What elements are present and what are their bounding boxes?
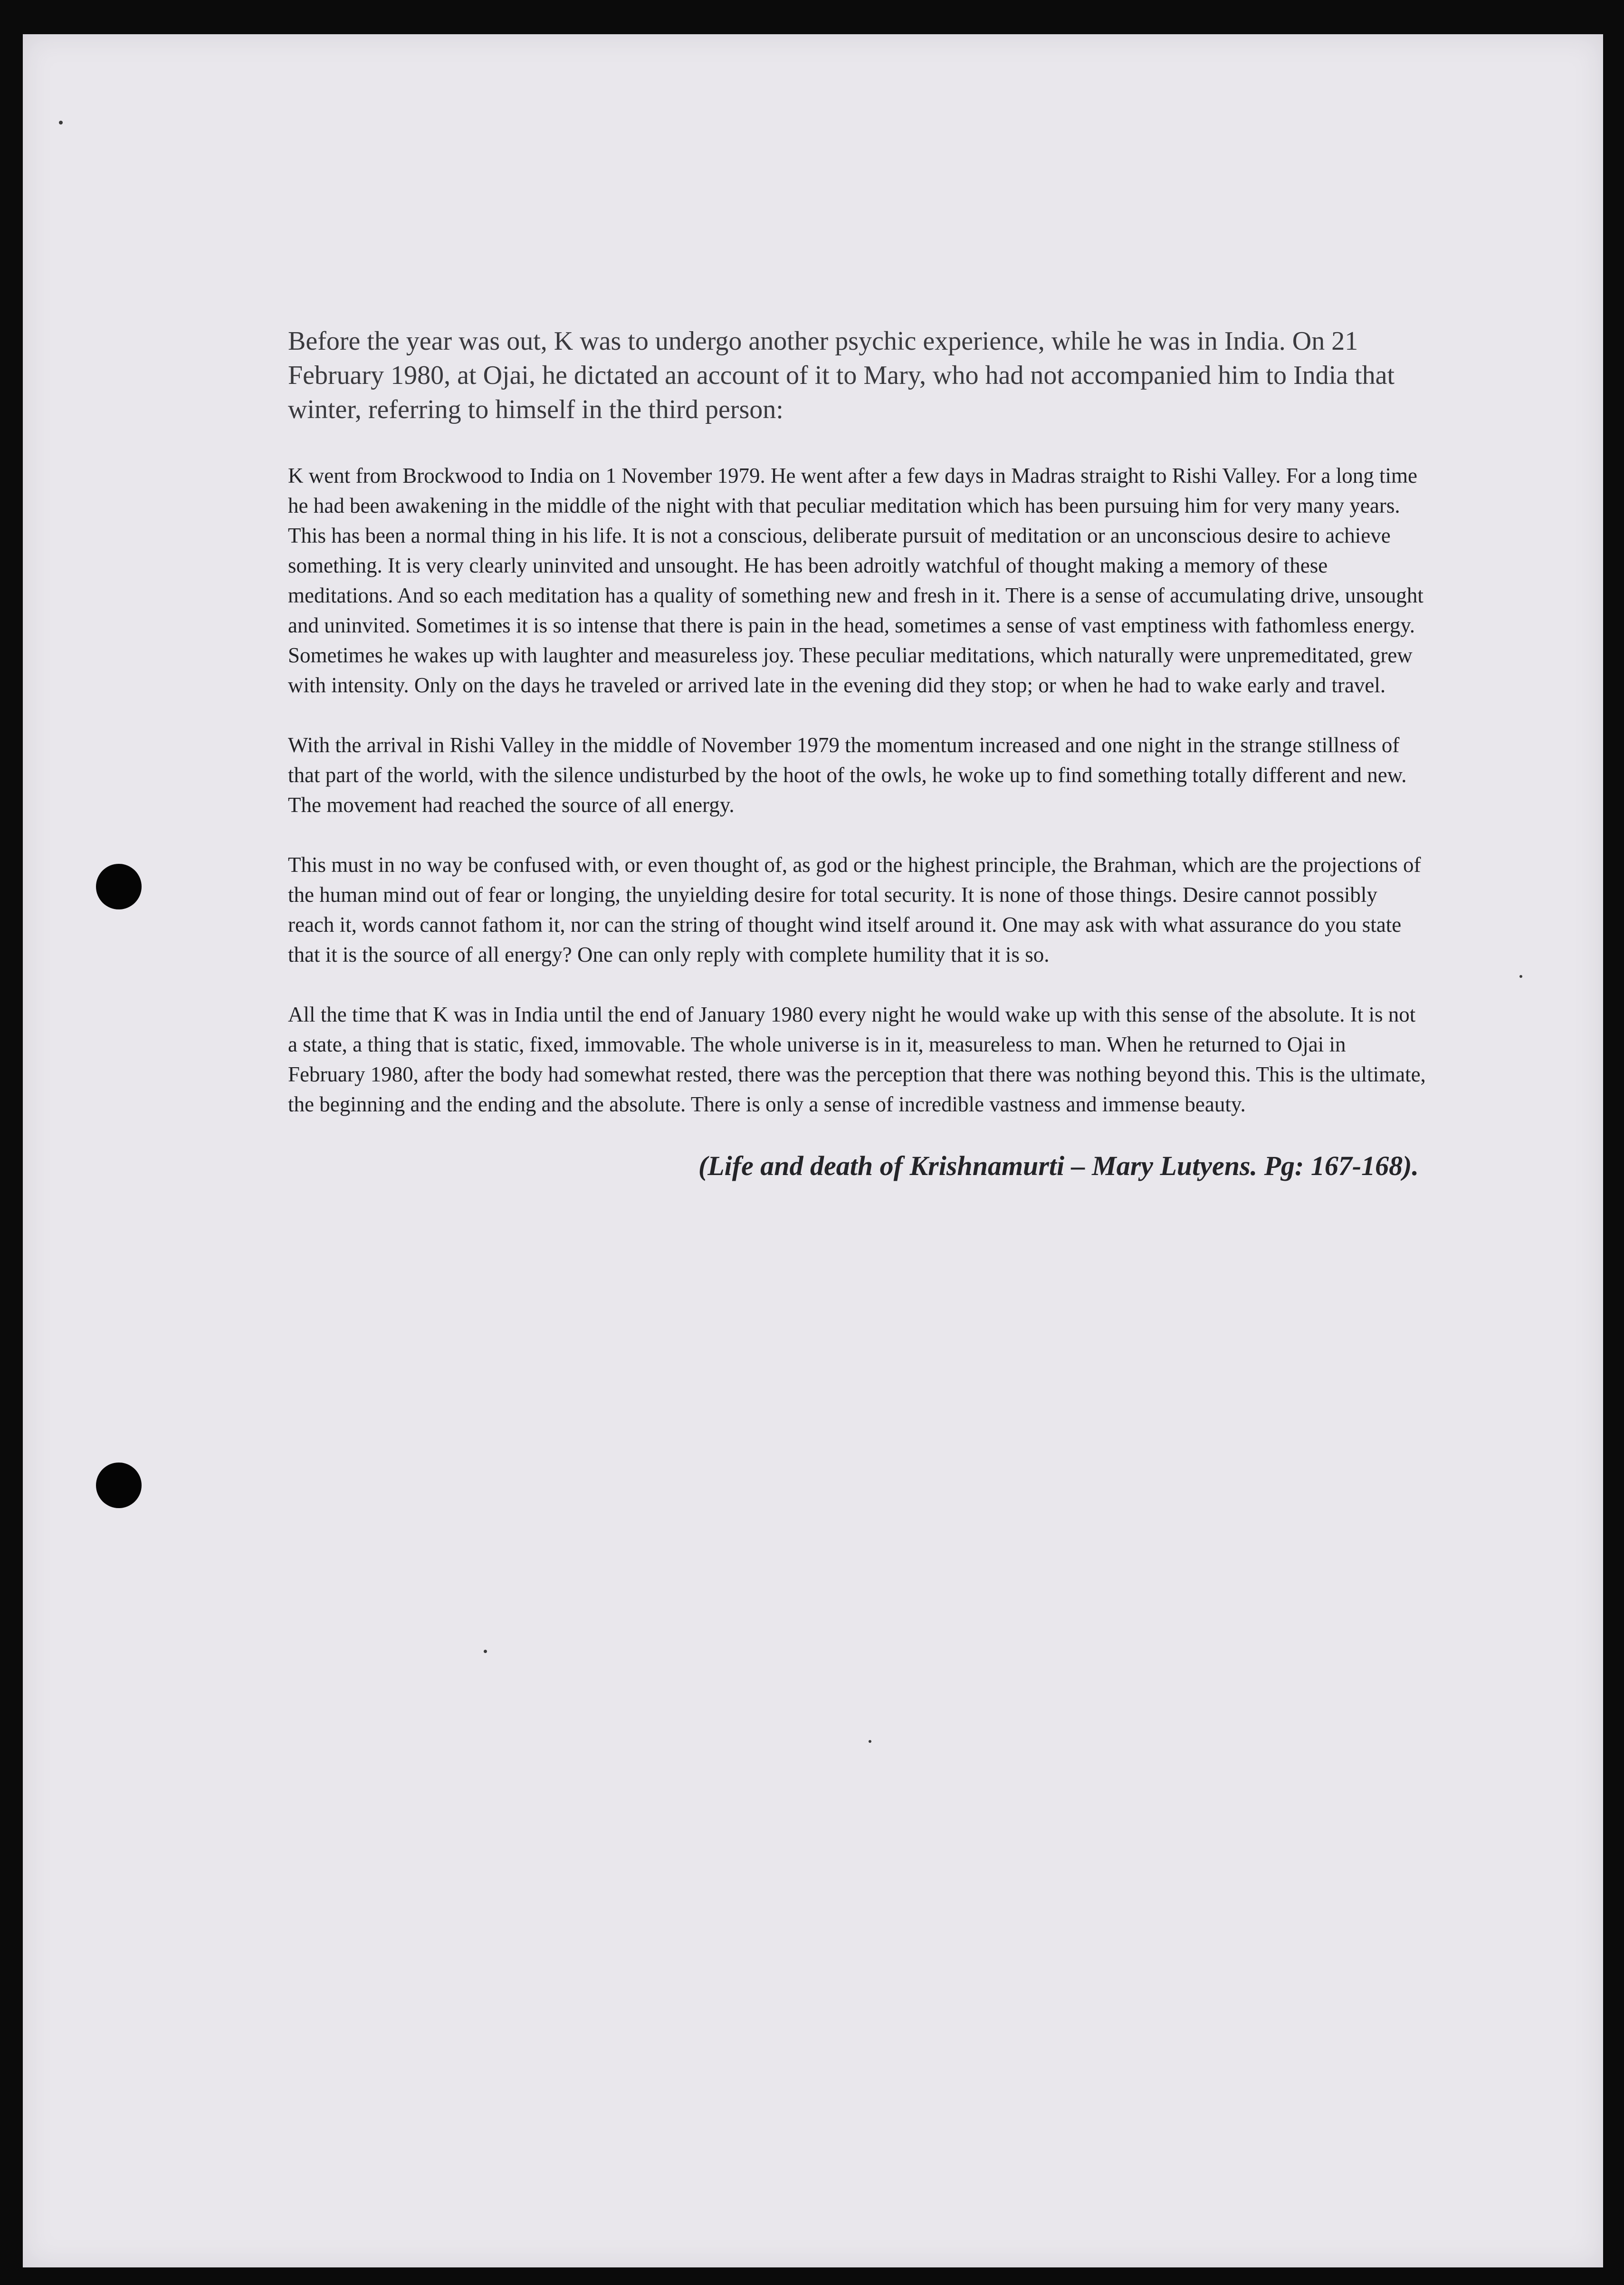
punch-hole-top: [96, 864, 142, 909]
punch-hole-bottom: [96, 1463, 142, 1508]
intro-paragraph: Before the year was out, K was to undergo another psychic experience, while he was in India. On 21 February 1980, at Ojai, he dictated an account of it to Mary, who had not accompanied him to India that winter, referring to himself in the third person:: [288, 326, 1395, 424]
paper-sheet: [23, 34, 1603, 2267]
body-paragraph-2: With the arrival in Rishi Valley in the middle of November 1979 the momentum increased and one night in the strange stillness of that part of the world, with the silence undisturbed by the hoot of the owls, he woke up to find something totally different and new. The movement had reached the source of all energy.: [288, 733, 1407, 817]
paper-speck: [59, 121, 63, 124]
source-citation: (Life and death of Krishnamurti – Mary Lutyens. Pg: 167-168).: [698, 1150, 1419, 1181]
body-paragraph-4: All the time that K was in India until the end of January 1980 every night he would wake up with this sense of the absolute. It is not a state, a thing that is static, fixed, immovable. The whole universe is in it, measureless to man. When he returned to Ojai in February 1980, after the body had somewhat rested, there was the perception that there was nothing beyond this. This is the ultimate, the beginning and the ending and the absolute. There is only a sense of incredible vastness and immense beauty.: [288, 1003, 1426, 1116]
paper-speck: [484, 1650, 487, 1653]
paper-speck: [869, 1740, 871, 1743]
body-paragraph-1: K went from Brockwood to India on 1 November 1979. He went after a few days in Madras straight to Rishi Valley. For a long time he had been awakening in the middle of the night with that peculiar meditation which has been pursuing him for very many years. This has been a normal thing in his life. It is not a conscious, deliberate pursuit of meditation or an unconscious desire to achieve something. It is very clearly uninvited and unsought. He has been adroitly watchful of thought making a memory of these meditations. And so each meditation has a quality of something new and fresh in it. There is a sense of accumulating drive, unsought and uninvited. Sometimes it is so intense that there is pain in the head, sometimes a sense of vast emptiness with fathomless energy. Sometimes he wakes up with laughter and measureless joy. These peculiar meditations, which naturally were unpremeditated, grew with intensity. Only on the days he traveled or arrived late in the evening did they stop; or when he had to wake early and travel.: [288, 464, 1423, 697]
document-body: [288, 324, 1428, 1183]
paper-speck: [1519, 975, 1522, 978]
body-paragraph-3: This must in no way be confused with, or even thought of, as god or the highest principle, the Brahman, which are the projections of the human mind out of fear or longing, the unyielding desire for total security. It is none of those things. Desire cannot possibly reach it, words cannot fathom it, nor can the string of thought wind itself around it. One may ask with what assurance do you state that it is the source of all energy? One can only reply with complete humility that it is so.: [288, 853, 1421, 966]
